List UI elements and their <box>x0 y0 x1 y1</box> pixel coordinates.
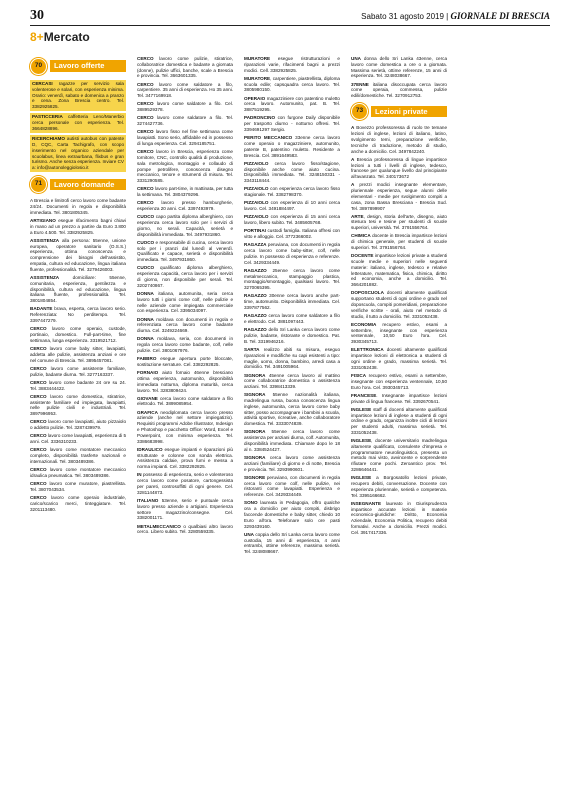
ad-text: cerca lavoro come assistenza anziani (familiare) di giorno e di notte, Brescia e provincia. Tel. 3293990601. <box>244 455 340 472</box>
ad-text: donna dello Sri Lanka 43enne, cerca lavoro come domestica a ore o a giornata. Massima serietà, ottime referenze, 15 anni di esperienza. Tel. 3248038667. <box>351 56 447 79</box>
ad-lead-word: CERCASI <box>32 81 53 86</box>
ad-text: , design, storia dell'arte, disegno, aiuto stesura tesi e tesine per studenti di scuole superiori, università. Tel. 3791556764. <box>351 213 447 231</box>
ad-lead-word: RAGAZZO <box>244 327 267 333</box>
ad-lead-word: ELETTRONICA <box>351 347 384 353</box>
ad-text: 45enne cerca lavoro al mattino come collaboratrice domestica o assistenza anziani. Tel. 3398413339. <box>244 372 340 390</box>
ad-lead-word: CUOCO <box>137 214 155 220</box>
classified-ad <box>244 161 340 184</box>
classified-ad <box>30 238 126 273</box>
classified-ad <box>351 56 447 79</box>
ad-text: lavoro come montatore meccanico completo, disponibilità trasferte nazionali e internazionali. Tel. 3803489386. <box>30 447 126 464</box>
classified-ad <box>351 125 447 154</box>
ad-text: lavoro come saldatore a filo. Cel. 3889529378. <box>137 101 233 113</box>
classified-ad <box>244 115 340 132</box>
ad-lead-word: CUOCO <box>137 239 155 245</box>
classified-ad <box>244 214 340 226</box>
classified-ad <box>30 366 126 378</box>
ad-text: lavoro come pulizie, stiratrice, collaboratrice domestica e badante a giornata (donne), pulizie uffici, banche, scale a Brescia e provincia. Tel. 3663601335. <box>137 56 233 79</box>
ad-text: o qualbiasi altro lavoro cerco. Libero subito. Tel. 3280559335. <box>137 523 233 535</box>
newspaper-name: GIORNALE DI BRESCIA <box>450 11 550 21</box>
ad-lead-word: RAGAZZO <box>244 267 267 273</box>
ad-text: caffetteria Leno/Manerbio cerca personale con esperienza. Tel. 3664828896. <box>32 114 124 131</box>
section-prefix: 8+ <box>30 30 44 44</box>
classified-ad <box>351 233 447 250</box>
category-number: 71 <box>30 176 47 193</box>
classified-ad <box>30 467 126 479</box>
ad-lead-word: CERCO <box>30 379 47 385</box>
ad-text: impartisce lezioni private a studenti scuole medie e superiori nelle seguenti materie: italiano, inglese, tedesco e relative letterature, matematica, fisica, chimica, diritto ed economia, anche a domicilio. Tel. 3664201882. <box>351 253 447 288</box>
ad-lead-word: CERCO <box>137 200 154 206</box>
ad-text: lavoro come badante 24 ore su 24. Tel. 3883444422. <box>30 379 126 391</box>
classified-ad <box>244 186 340 198</box>
ad-text: ragazze per servizio sala volenterose e solari, con esperienza minima. Orario: venerdì, sabato e domenica a pranzo e cena. Zona Brescia centro. Tel. 3382925825. <box>32 81 124 110</box>
category-label: Lavoro domande <box>50 179 126 191</box>
ad-text: , docente universitario madrelingua altamente qualificato, consulente d'impresa e programmatore neurolinguistico, presenta un metodo mai visto, avvincente e sorprendente rifiutare come pochi. Zeroantico prov. Tel. 3286646441. <box>351 438 447 473</box>
ad-text: lavoro come montatore meccanico idraulica pneumatica. Tel. 3803489386. <box>30 467 126 478</box>
ad-lead-word: CERCO <box>30 419 47 425</box>
ad-text: possesso di esperienza, serio e volenteroso cerco lavoro come posatore, cartongessista per pareti, controsoffitti di ogni genere. Cel. 3281144873. <box>137 472 233 495</box>
classified-ad <box>137 472 233 495</box>
ad-text: lavoro in Brescia, esperienza come tornitore, CNC, controllo qualità di produzione, sala metrologica, montaggio e collaudo di pompe petrolifere, conoscenza disegno meccanico, tenore e strumenti di misura. Tel. 3331290585. <box>137 149 233 184</box>
classified-ad <box>244 500 340 529</box>
ad-text: custodi famiglia. Italiana offresi con vitto e alloggio. Cel. 3772366002. <box>244 228 340 240</box>
classified-ad <box>137 214 233 237</box>
ad-text: 33enne cerca lavoro come operaio o magazziniere, automunito, patente B, patentino muletto. Residente a Brescia. Cel. 3891649583. <box>244 135 341 158</box>
classified-ad <box>137 498 233 521</box>
ad-lead-word: PORTINAI <box>244 228 266 234</box>
ad-text: docenti altamente qualificati impartisce lezioni di elettronica a studenti di ogni ordine e grado, massima serietà. Tel. 3331052438. <box>351 347 447 370</box>
ad-text: italiana disoccupata cerca lavoro come operaia, commessa, pulizie edili/domestiche. Tel. 3270912753. <box>351 81 447 99</box>
ad-lead-word: CERCO <box>30 447 47 453</box>
highlighted-ad <box>30 113 126 132</box>
ad-lead-word: PADRONCINO <box>244 115 276 121</box>
ad-lead-word: UNA <box>244 531 254 537</box>
ad-lead-word: ITALIANO <box>137 498 159 503</box>
classified-ad <box>137 200 233 212</box>
ad-lead-word: FISICA <box>351 372 367 378</box>
classified-ad <box>244 532 340 555</box>
ad-lead-word: A <box>351 156 355 162</box>
classified-ad <box>351 373 447 390</box>
ad-lead-word: SIGNORE <box>244 474 266 480</box>
ad-text: lavoro come operaio, custode, portinaio, domestico. Full-part-time, fine settimana, lunga esperienza. 3319521712. <box>30 326 126 343</box>
ad-text: lavoro come saldatore a filo, carpentiere. 35 anni di esperienza. Ho 35 anni. Tel. 3477169918. <box>137 81 233 99</box>
column-4 <box>351 56 447 538</box>
category-number: 73 <box>351 103 368 120</box>
classified-ad <box>351 393 447 405</box>
ad-lead-word: CERCO <box>30 365 47 371</box>
ad-text: Brescia professoressa di lingue impartisce lezioni a tutti i livelli di inglese, tedesco, francese per qualunque livello dal principiante all'avanzato. Tel. 340173672 <box>351 156 447 180</box>
ad-lead-word: DOCENTE <box>351 253 374 259</box>
ad-lead-word: INGLESE <box>351 475 372 481</box>
ad-text: peruviana, con documenti in regola cerca lavoro come baby-sitter, colf, nelle pulizie. In possesso di esperienza e referenze. Cel. 3429334449. <box>244 242 340 265</box>
ad-lead-word: INGLESE <box>351 438 372 444</box>
ad-lead-word: SIGNORA <box>244 429 266 435</box>
ad-lead-word: CERCO <box>137 56 154 61</box>
column-2 <box>137 56 233 538</box>
ad-lead-word: 37ENNE <box>351 81 369 87</box>
ad-text: A Brescia e limitrofi cerco lavoro come badante 24/24. Documenti in regola e disponibilità immediata. Tel. 3801805345. <box>30 198 126 215</box>
page-number: 30 <box>30 8 44 23</box>
ad-lead-word: SARTA <box>244 346 260 352</box>
ad-lead-word: RAGAZZA <box>244 242 267 248</box>
ad-lead-word: IDRAULICO <box>137 446 163 452</box>
category-header <box>30 174 126 194</box>
classified-ad <box>244 347 340 370</box>
classified-ad <box>137 370 233 393</box>
ad-text: brava, esperta, cerca lavoro serio. Referenziata: No perditempo. Tel. 3397447279. <box>30 306 126 324</box>
classified-ad <box>351 290 447 319</box>
ad-lead-word: OPERAIO <box>244 95 266 101</box>
ad-text: 55enne cerca lavoro come assistenza per anziani diurna, colf. Automunita, disponibilità immediata. Chiamare dopo le 18 al n. 3384524427. <box>244 429 341 452</box>
ad-text: recupero estivo, esami a settembre, insegnante con esperienza ventennale, 10,50 Euro l'ora. Cel. 3930345713. <box>351 372 447 390</box>
classified-ad <box>30 346 126 363</box>
ad-lead-word: CERCO <box>30 346 47 351</box>
issue-date: Sabato 31 agosto 2019 <box>361 12 444 21</box>
classified-ad <box>351 253 447 288</box>
ad-text: lavoro come saldatore a filo. Tel. 3274427736. <box>137 115 233 127</box>
ad-text: , carpentiere, piastrellista, diploma scuola edile; capsquadra cerca lavoro. Tel. 3805980150. <box>244 75 340 93</box>
ad-text: cerca lavoro come saldatore a filo elettrodo. Tel. 3899085954. <box>137 395 233 407</box>
ad-text: laureato in Giurisprudenza impartisce accurate lezioni in materie economico-giuridiche: Diritto, Economia Aziendale, Economia Politica, recupero debiti formativi. Anche a domicilio. Prezzi modici. Cel. 3917417336. <box>351 500 447 535</box>
ad-lead-word: DONNA <box>137 290 154 296</box>
classified-ad <box>244 268 340 291</box>
category-header <box>30 56 126 76</box>
ad-lead-word: INSEGNANTE <box>351 500 382 506</box>
ad-text: lavoro part-time, in mattinata, per tutta la settimana. Tel. 3804379296. <box>137 186 233 198</box>
ad-lead-word: PIZZAIOLO <box>244 200 269 206</box>
ad-text: lavoro come muratore, piastrellista. Tel. 3807043534. <box>30 481 126 492</box>
classified-ad <box>244 135 340 158</box>
ad-text: coppia dello Sri Lanka cerca lavoro come custodia, 15 anni di esperienza, 4 anni entrambi, ottime referenze, massima serietà. Tel. 3248088667. <box>244 531 340 555</box>
classified-ad <box>244 56 340 73</box>
ad-text: staff di docenti altamente qualificati impartisce lezioni di inglese a studenti di ogni ordine e grado, organizza inoltre cicli di lezioni per studenti adulti, massima serietà. Tel. 3331052438. <box>351 406 447 435</box>
ad-text: lavoro fisso nel fine settimana come lavapiatti. Sono serio, affidabile ed in possesso di lunga esperienza. Cel. 3294185751. <box>137 129 233 146</box>
classified-ad <box>137 101 233 113</box>
section-name: Mercato <box>43 30 90 44</box>
ad-text: lavoro come lavapiatti, aiuto pizzaiolo o addetto pulizie. Tel. 3287439979. <box>30 419 126 431</box>
ad-lead-word: DONNA <box>137 336 154 342</box>
column-3 <box>244 56 340 557</box>
ad-lead-word: CERCO <box>137 101 154 107</box>
ad-text: con esperienza di 10 anni cerca lavoro. Cel. 3491884497. <box>244 200 340 212</box>
ad-lead-word: RAGAZZO <box>244 313 267 319</box>
classified-ad <box>244 293 340 310</box>
ad-text: capo partita diploma alberghiero, con esperienza cerca lavoro solo per i servizi di giorno, no serali. Capacità, serietà e disponibilità immediata. Tel. 3497931860. <box>137 214 233 237</box>
classified-ad <box>244 429 340 452</box>
ad-text: esegue rifacimento bagni chiavi in mano ad un prezzo a partire da Euro 3.800 a Euro 4.500. Tel. 3382925825. <box>30 218 126 235</box>
ad-text: esegue apertura porte bloccate, sostituzione serrature. Cel. 3382292825. <box>137 356 233 367</box>
classified-ad <box>137 291 233 314</box>
ad-lead-word: CHIMICA <box>351 233 371 239</box>
ad-text: lavoro come domestica, stiratrice, assistente familiare ed impiegata, lavapiatti, nelle pulizie civili e industriali. Tel. 3897996953. <box>30 393 126 417</box>
classified-ad <box>351 214 447 231</box>
ad-lead-word: SIGNORA <box>244 372 266 378</box>
ad-text: neodiplomata cerca lavoro presso aziende (anche nel settore impiegatizio). Requisiti programmi Adobe Illustrator, Indesign e Photoshop e pacchetto Office: Word, Excel e Powerpoint, con minima esperienza. Tel. 3386683998. <box>137 409 233 444</box>
ad-text: 30enne cerca lavoro anche part-time, automunito. Disponibilità immediata. Cel. 3397877562. <box>244 293 340 310</box>
classified-ad <box>137 356 233 368</box>
classified-ad <box>244 313 340 325</box>
ad-lead-word: GRAFICA <box>137 409 158 415</box>
classified-ad <box>244 392 340 427</box>
ad-lead-word: CERCO <box>30 467 47 473</box>
classified-ad <box>244 76 340 93</box>
classified-ad <box>244 373 340 390</box>
ad-text: cerca lavoro come saldatore a filo e elettrodo. Cel. 3881097443. <box>244 313 340 324</box>
ad-lead-word: PERITO MECCANICO <box>244 135 293 141</box>
classified-ad <box>351 182 447 211</box>
ad-lead-word: RICERCHIAMO <box>32 136 65 142</box>
ad-text: 55enne nazionalità italiana, madrelingua russa, buona conoscenza lingua inglese, automunita, cerca lavoro come baby sitter, posso accompagnare i bambini a scuola, attività sportive, ricreative, anche collaboratore domestica. Tel. 3333074839. <box>244 392 340 427</box>
classified-ad <box>351 322 447 345</box>
classified-ad <box>244 96 340 113</box>
ad-lead-word: ASSISTENZA <box>30 237 60 243</box>
highlighted-ad <box>30 135 126 172</box>
classified-ad <box>351 157 447 180</box>
category-label: Lavoro offerte <box>50 60 126 72</box>
classified-ad <box>30 495 126 512</box>
classified-ad <box>137 186 233 198</box>
ad-lead-word: PIZZAIOLO <box>244 160 269 166</box>
ad-text: con esperienza di 15 anni cerca lavoro, libero subito. Tel. 3485605768. <box>244 214 340 226</box>
ad-text: lavoro come baby sitter, lavapiatti, addetta alle pulizie, assistenza anziani e ore nel comune di Brescia. Tel. 3895457081. <box>30 346 126 363</box>
ad-lead-word: ARTE <box>351 213 364 219</box>
ad-text: docenti altamente qualificati supportano studenti di ogni ordine e grado nel doposcuola, compiti pomeridiani, preparazione verifiche scritte - orali, aiuto nel metodo di studio, il tutto a domicilio. Tel. 3331052438. <box>351 290 447 319</box>
classified-ad <box>351 501 447 536</box>
classified-ad <box>244 228 340 240</box>
ad-text: esegue impianti e riparazioni più strutturate e colonne con sonda elettrica. Assistenza caldaie, prova fumi e messa a norma impianti. Cel. 3382292825. <box>137 446 233 470</box>
ad-text: a Borgosatollo lezioni private, recupero debiti, conversazione. Docente con esperienza pluriennale, serietà e competenza. Tel. 3395166662. <box>351 475 447 498</box>
classified-ad <box>244 242 340 265</box>
classified-ad <box>351 347 447 370</box>
ad-lead-word: CERCO <box>30 495 47 501</box>
classified-ad <box>30 218 126 235</box>
classified-ad <box>137 129 233 146</box>
classified-ad <box>244 455 340 472</box>
ad-text: lavoro come lavapiatti, esperienza di 5 anni. Cel. 3336310233. <box>30 433 127 445</box>
classified-ad <box>30 394 126 417</box>
ad-text: 25enne cerca lavoro come metalmeccanico, stampaggio plastica, montaggio/smontaggio, qualsiasi lavoro. Tel. 3270065395. <box>244 267 340 291</box>
ad-text: prezzi modici insegnante elementare, pluriennale esperienza, segue alunni delle elementari - medie per svolgimento compiti a casa, zona Bassa Bresciana - Brescia Sud. Tel. 3897899907 <box>351 182 447 211</box>
ad-text: domiciliare: 55enne, comunitaria, esperienza, gentilezza e disponibilità, cultura ed educazione, lingua italiana fluente, professionalità. Tel. 3801804854. <box>30 275 126 304</box>
classified-ad <box>30 419 126 431</box>
ad-lead-word: CERCO <box>137 149 154 155</box>
ad-lead-word: CERCO <box>137 81 154 87</box>
classified-ad <box>137 396 233 408</box>
classified-ad <box>351 438 447 473</box>
classified-ad <box>137 115 233 127</box>
ad-lead-word: MURATORE <box>244 75 271 81</box>
ad-text: dello Sri Lanka cerca lavoro come pulizie, badante, ristorante e domestico. Pat. B. Tel. 3319946216. <box>244 327 340 344</box>
classified-ad <box>30 433 126 445</box>
ad-lead-word: GIOVANE <box>137 395 158 401</box>
section-title <box>30 30 90 44</box>
classified-ad <box>137 82 233 99</box>
classified-ad <box>30 380 126 392</box>
ad-lead-word: CERCO <box>137 115 154 121</box>
ad-lead-word: CERCO <box>30 393 47 399</box>
ad-lead-word: DONNA <box>137 316 154 322</box>
ad-lead-word: IN <box>137 472 142 478</box>
ad-text: e responsabile di cucina, cerca lavoro solo per i pranzi dal lunedì al venerdì. Qualificato e capace, serietà e disponibilità immediata. Tel. 3497931860. <box>137 239 233 263</box>
classified-ad <box>351 82 447 99</box>
ad-text: italiana, automunita, seria cerca lavoro tutti i giorni come colf, nelle pulizie e nelle aziende come impiegata commerciale con esperienza. Cel. 3395034097. <box>137 290 233 314</box>
ad-lead-word: ARTIGIANO <box>30 218 56 224</box>
category-label: Lezioni private <box>371 106 447 118</box>
classified-ad <box>137 410 233 445</box>
ad-lead-word: CERCO <box>137 186 154 192</box>
classified-ad <box>137 336 233 353</box>
classified-ad <box>244 327 340 344</box>
ad-lead-word: MURATORE <box>244 56 271 61</box>
classified-ad <box>137 265 233 288</box>
ad-lead-word: A <box>351 125 355 131</box>
ad-text: recupero estivo, esami a settembre, insegnante con esperienza ventennale, 10,50 Euro l'ora. Cel. 3930345713. <box>351 321 447 345</box>
ad-lead-word: BADANTE <box>30 306 53 312</box>
ad-text: moldava, seria, con documenti in regola cerca lavoro come badante, colf, nelle pulizie. Cel. 3801067976. <box>137 336 233 353</box>
ad-lead-word: SIGNORA <box>244 455 266 461</box>
ad-text: peruviano, con documenti in regola cerca lavoro come colf, nelle pulizie, nei ristoranti come lavapiatti. Esperienza e referenze. Cel. 3429334449. <box>244 474 340 498</box>
ad-lead-word: METALMECCANICO <box>137 523 181 529</box>
ad-lead-word: UNA <box>351 56 361 61</box>
ad-lead-word: DOPOSCUOLA <box>351 290 384 296</box>
classified-ad <box>30 326 126 343</box>
ad-lead-word: FABBRO <box>137 356 157 362</box>
classified-ad <box>30 481 126 493</box>
classified-ad <box>137 524 233 536</box>
classified-ad <box>137 317 233 334</box>
ad-text: laureata in Pedagogia, offro qualche ora a domicilio per aiuto compiti, disbrigo faccende domestiche e baby sitter, chiedo 10 Euro all'ora. Telefonare solo ore pasti 3293439160. <box>244 500 340 529</box>
ad-text: alla persona: 55enne, unione europea, operatore sanitario (O.S.S.) esperienza, ottima conoscenza e comprensione dei bisogni dell'assistito, empatia, cultura ed educazione, lingua italiana fluente, professionalità. Tel. 3279426003. <box>30 237 126 272</box>
ad-lead-word: A <box>351 182 355 188</box>
ad-lead-word: FORNAIO <box>137 370 159 376</box>
ad-text: magazziniere con patentino muletto cerca lavoro. Automunito, pat. B. Tel. 3887519295. <box>244 95 340 113</box>
ad-lead-word: PIZZAIOLO <box>244 186 269 192</box>
classified-ad <box>351 475 447 498</box>
ad-text: aiuto fornaio 46enne bresciano ottima esperienza, automunito, disponibilità immediata notturna, diploma maturità, cerca lavoro. Tel. 3283809424. <box>137 370 233 393</box>
ad-lead-word: CERCO <box>30 433 47 439</box>
ad-text: autisti autobus con patente D, CQC, Carta Tachigrafo, con scopo inserimento nel organico aziendale per scuolabus, linea extraurbana, flixbus e gran turismo. Anche senza esperienza. Inviare CV a: info@autonoleggiolosio.it <box>32 136 124 171</box>
ad-text: Bovezzo professoressa di ruolo tre temane lezioni di inglese, lezioni di italiano, latino, svolgimento temi, preparazione verifiche, tecniche di traduzione, metodo di studio, anche a domicilio. Cel. 3497842240. <box>351 125 447 154</box>
classified-ad <box>137 56 233 79</box>
ad-lead-word: ASSISTENZA <box>30 275 60 281</box>
ad-lead-word: CERCO <box>30 326 47 332</box>
ad-lead-word: CUOCO <box>137 265 155 271</box>
ad-lead-word: CERCO <box>137 129 154 135</box>
ad-lead-word: INGLESE <box>351 406 372 412</box>
ad-text: realizzo abiti su misura, eseguo riparazioni e modifiche su capi esistenti a tipo: maglie, uomo, donna, bambino, arredi casa a domicilio. Tel. 3491005964. <box>244 346 340 370</box>
ad-lead-word: SONO <box>244 500 258 506</box>
ad-lead-word: CERCO <box>30 481 47 487</box>
ad-text: lavoro come assistente familiare, pulizie, badante diurna. Tel. 3277163337. <box>30 365 126 377</box>
category-header <box>351 101 447 121</box>
ad-text: con furgone Daily disponibile per trasporto diurno - notturno offresi. Tel. 3394691297 Sergio. <box>244 115 340 132</box>
ad-text: lavoro presso hamburgherie, esperienza 20 anni. Cel. 3397493979. <box>137 200 233 212</box>
ad-lead-word: RAGAZZO <box>244 293 267 299</box>
ad-text: lavoro come operaio industriale, carico/scarico merci, tinteggiature. Tel. 3201113480. <box>30 495 126 512</box>
ad-text: 53enne, serio e puntuale cerca lavoro presso aziende o artigiani. Esperienza settore magazzino/consegne. Cel. 3382001171. <box>137 498 233 521</box>
classified-ad <box>30 306 126 323</box>
highlighted-ad <box>30 80 126 111</box>
ad-text: con esperienza cerca lavoro fisso stagionale. Tel. 3382798370. <box>244 186 340 198</box>
classified-ad <box>244 475 340 498</box>
ad-text: docente in Brescia impartisce lezioni di chimica generale, per studenti di scuole superiori. Tel. 3791556764. <box>351 233 447 251</box>
page-date-line: Sabato 31 agosto 2019 | GIORNALE DI BRESCIA <box>361 11 550 21</box>
classified-ad <box>137 149 233 184</box>
classified-ad <box>351 407 447 436</box>
ad-text: moldava con documenti in regola e referenziata cerca lavoro come badante diurna. Cel. 3249224669. <box>137 316 233 334</box>
ad-text: cerca lavoro fisso/stagione, disponibile anche come aiuto cucina. Disponibilità immediata. Tel. 3248150331 - 3343118444. <box>244 160 340 184</box>
classified-ad <box>244 200 340 212</box>
classified-ad <box>30 447 126 464</box>
category-number: 70 <box>30 58 47 75</box>
ad-text: qualificato diploma alberghiero, esperienza capacità, cerca lavoro per i servizi di giorno, non disponibile per serali. Tel. 3202740867. <box>137 265 233 288</box>
classified-ad <box>30 275 126 304</box>
ad-lead-word: PIZZAIOLO <box>244 214 269 220</box>
classified-ad <box>30 198 126 215</box>
ad-lead-word: FRANCESE <box>351 392 377 398</box>
ad-text: esegue ristrutturazioni e riparazioni varie, rifacimenti bagni a prezzi modici. Cell. 3382925825. <box>244 56 340 73</box>
classified-ad <box>137 447 233 470</box>
page-header <box>30 8 550 26</box>
ad-lead-word: SIGNORA <box>244 392 266 398</box>
classified-ad <box>137 240 233 263</box>
ad-lead-word: ECONOMIA <box>351 321 377 327</box>
ad-lead-word: PASTICCERIA <box>32 114 63 120</box>
ad-text: . Insegnante impartisce lezioni private di lingua francese. Tel. 3392670541. <box>351 392 447 404</box>
column-1 <box>30 56 126 515</box>
